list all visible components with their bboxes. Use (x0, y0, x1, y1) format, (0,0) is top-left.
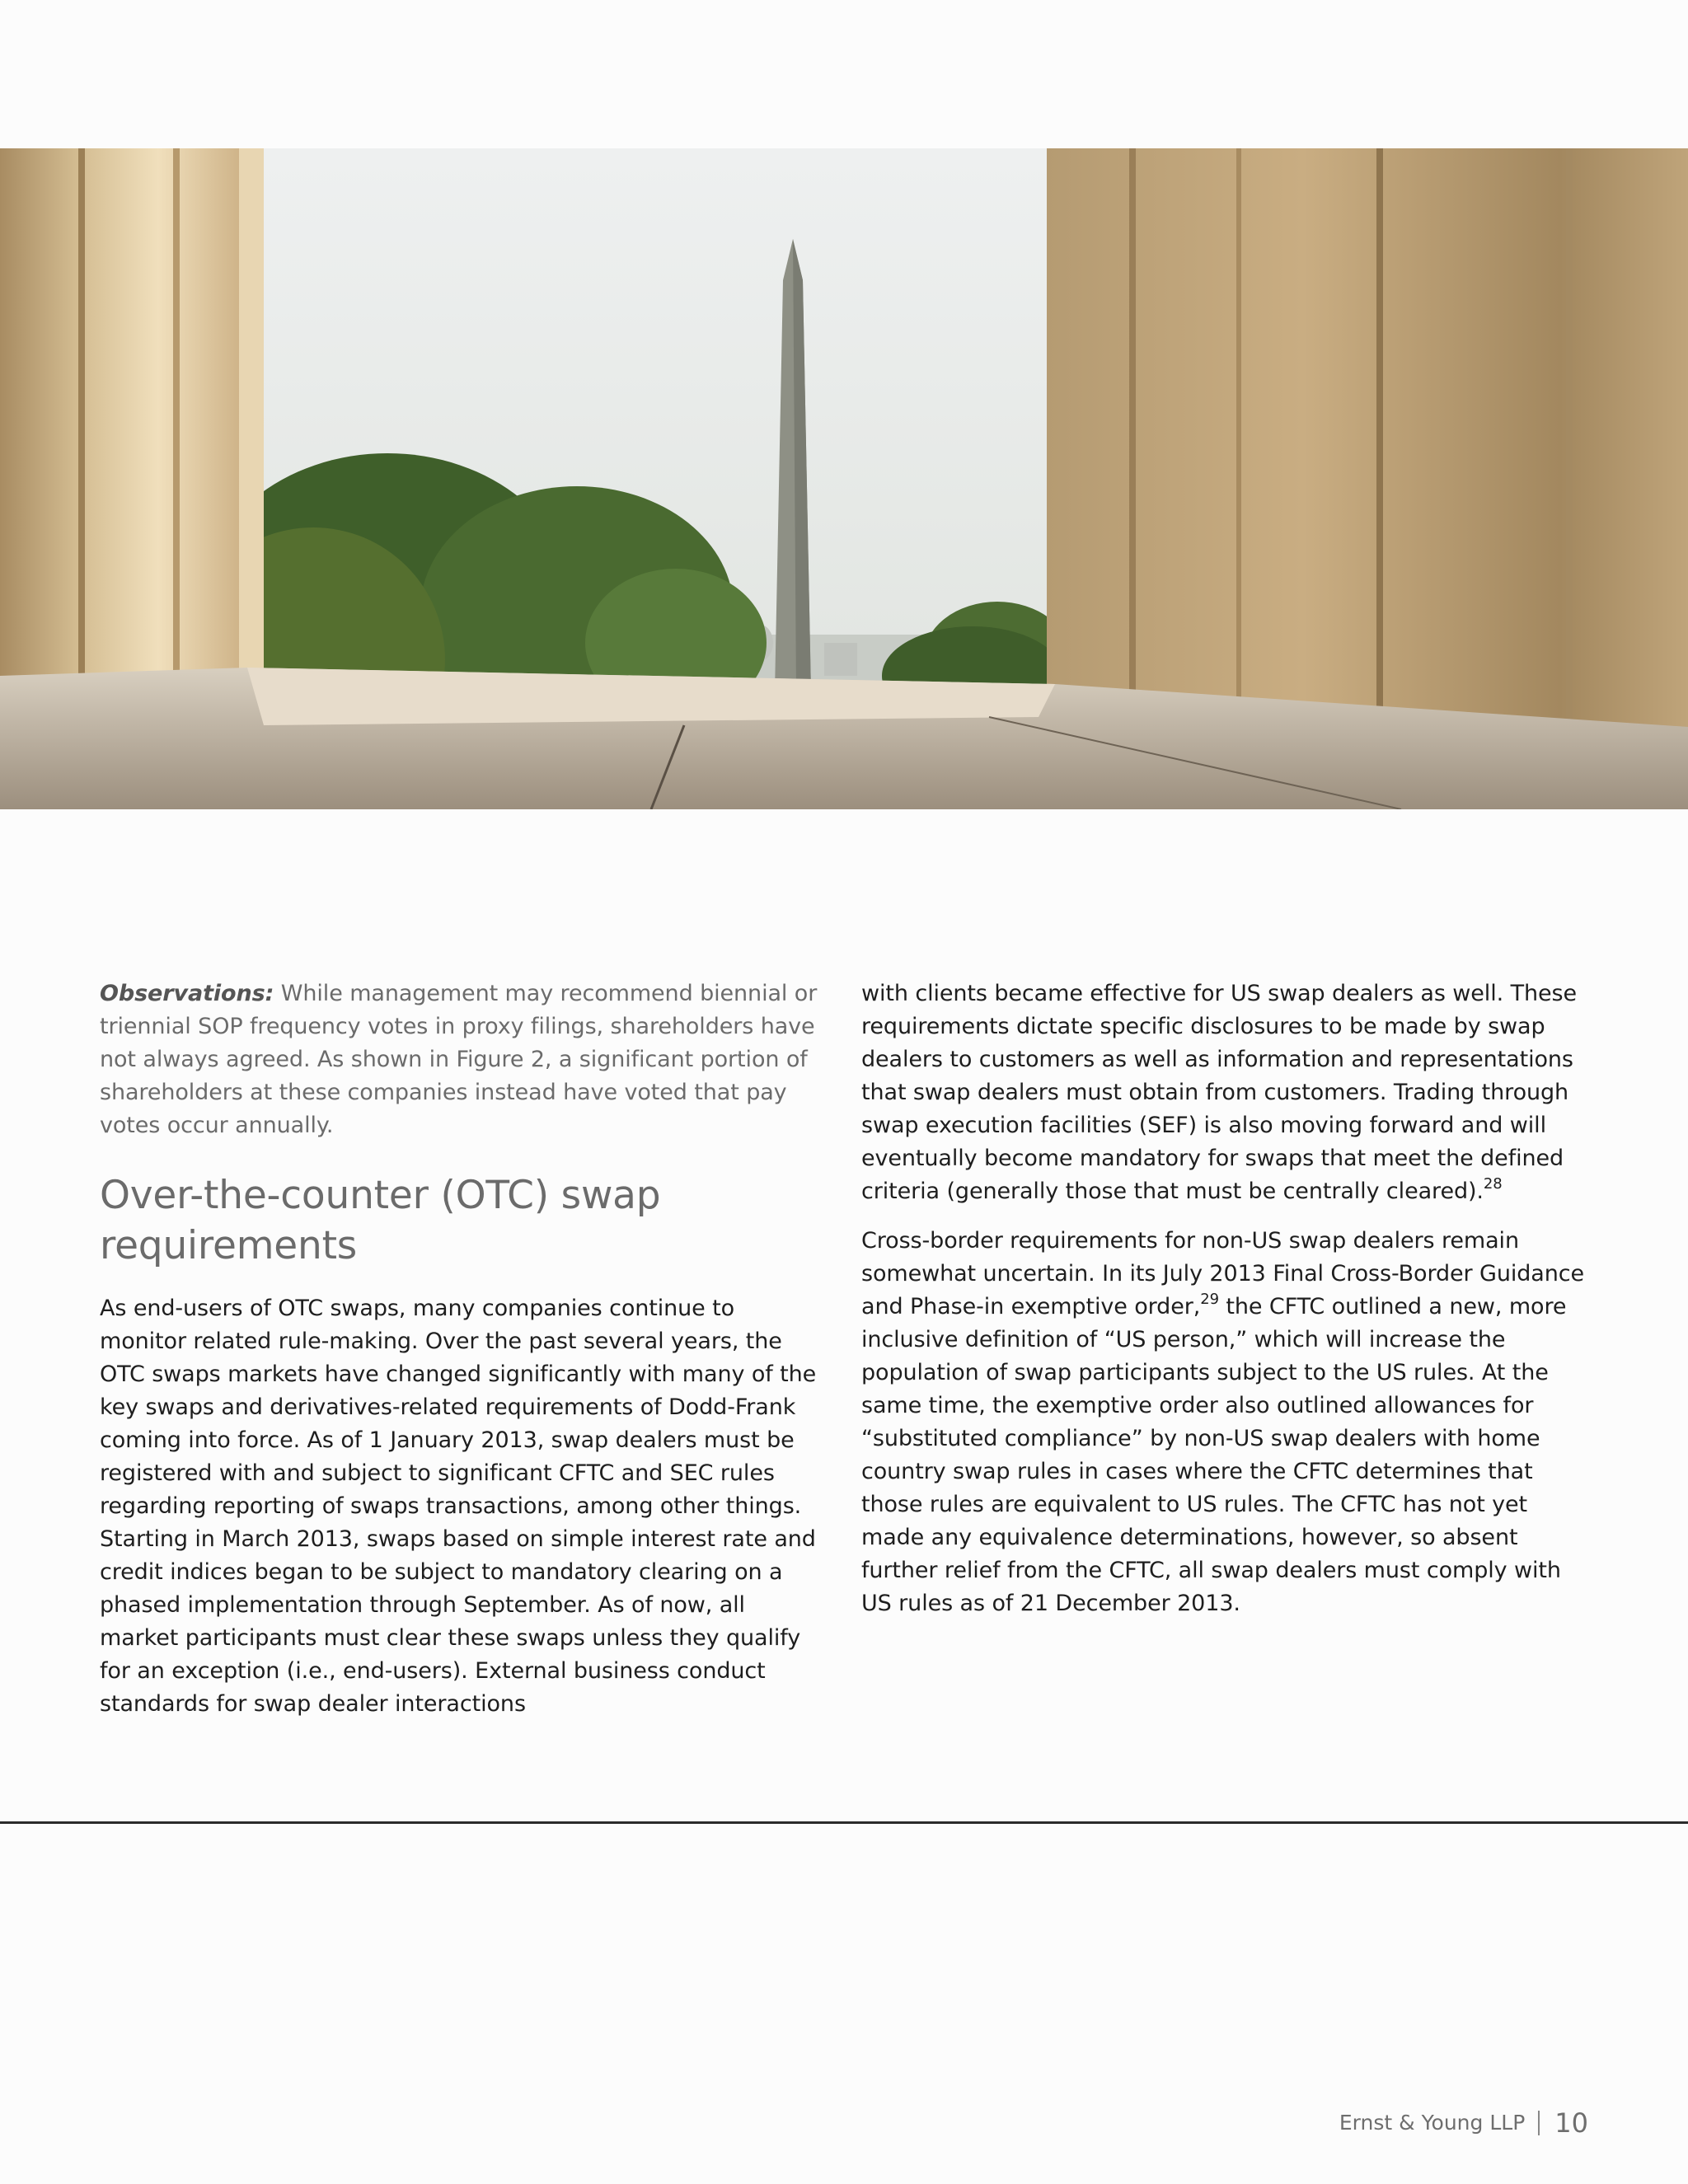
footer-separator (1538, 2111, 1540, 2135)
observations-text: While management may recommend biennial or triennial SOP frequency votes in proxy filings, shareholders have not always agreed. As shown in Figure 2, a significant portion of shareholders at these companies instead have voted that pay votes occur annually. (100, 981, 818, 1138)
footer-company: Ernst & Young LLP (1339, 2111, 1526, 2135)
cross-border-paragraph (861, 1225, 1587, 1620)
footnote-28[interactable]: 28 (1483, 1175, 1503, 1193)
sef-paragraph-text: with clients became effective for US swap dealers as well. These requirements dictate specific disclosures to be made by swap dealers to customers as well as information and representations that swap dealers must obtain from customers. Trading through swap execution facilities (SEF) is also moving forward and will eventually become mandatory for swaps that meet the defined criteria (generally those that must be centrally cleared). (861, 981, 1577, 1204)
observations-lead: Observations: (100, 981, 274, 1006)
cross-border-text-b: the CFTC outlined a new, more inclusive definition of “US person,” which will increase the population of swap participants subject to the US rules. At the same time, the exemptive order also outlined allowances for “substituted compliance” by non-US swap dealers with home country swap rules in cases where the CFTC determines that those rules are equivalent to US rules. The CFTC has not yet made any equivalence determinations, however, so absent further relief from the CFTC, all swap dealers must comply with US rules as of 21 December 2013. (861, 1294, 1567, 1616)
cross-border-text-a: Cross-border requirements for non-US swap dealers remain somewhat uncertain. In its July 2013 Final Cross-Border Guidance and Phase-in exemptive order, (861, 1228, 1585, 1319)
footer-divider (0, 1821, 1688, 1824)
sef-paragraph (861, 977, 1587, 1208)
left-column (100, 977, 827, 1737)
hero-photo (0, 148, 1688, 809)
right-column (861, 977, 1587, 1637)
section-heading: Over-the-counter (OTC) swap requirements (100, 1173, 661, 1268)
page-number: 10 (1554, 2107, 1588, 2139)
footnote-29[interactable]: 29 (1200, 1291, 1219, 1308)
page-footer (1339, 2108, 1588, 2138)
observations-paragraph (100, 977, 827, 1142)
washington-monument-photo-icon (0, 148, 1688, 809)
otc-paragraph: As end-users of OTC swaps, many companies continue to monitor related rule-making. Over the past several years, the OTC swaps markets have changed significantly with many of the key swaps and derivatives-related requirements of Dodd-Frank coming into force. As of 1 January 2013, swap dealers must be registered with and subject to significant CFTC and SEC rules regarding reporting of swaps transactions, among other things. Starting in March 2013, swaps based on simple interest rate and credit indices began to be subject to mandatory clearing on a phased implementation through September. As of now, all market participants must clear these swaps unless they qualify for an exception (i.e., end-users). External business conduct standards for swap dealer interactions (100, 1296, 817, 1717)
